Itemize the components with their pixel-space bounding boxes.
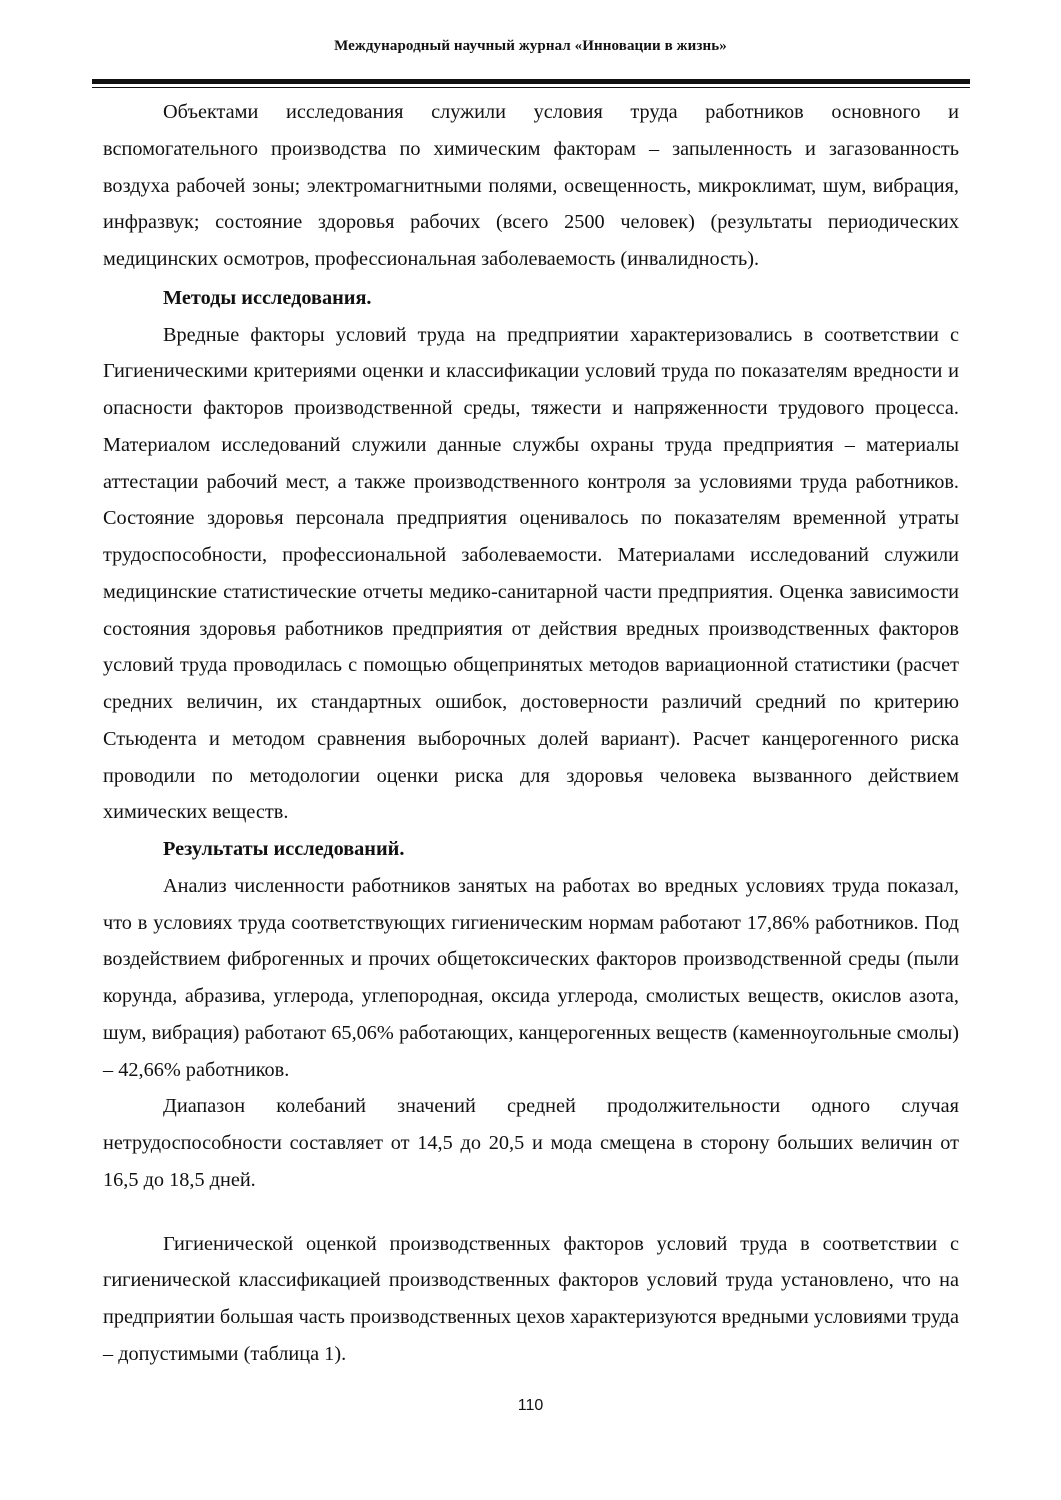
paragraph-results-workers: Анализ численности работников занятых на работах во вредных условиях труда показал, что в условиях труда соответствующих гигиеническим нормам работают 17,86% работников. Под воздействием фиброгенных и прочих общетоксических факторов производственной среды (пыли корунда, абразива, углерода, углепородная, оксида углерода, смолистых веществ, окислов азота, шум, вибрация) работают 65,06% работающих, канцерогенных веществ (каменноугольные смолы) – 42,66% работников. <box>103 874 959 1081</box>
paragraph-results-disability-range: Диапазон колебаний значений средней продолжительности одного случая нетрудоспособности составляет от 14,5 до 20,5 и мода смещена в сторону больших величин от 16,5 до 18,5 дней. <box>103 1095 959 1191</box>
paragraph-research-objects: Объектами исследования служили условия труда работников основного и вспомогательного производства по химическим факторам – запыленность и загазованность воздуха рабочей зоны; электромагнитными полями, освещенность, микроклимат, шум, вибрация, инфразвук; состояние здоровья рабочих (всего 2500 человек) (результаты периодических медицинских осмотров, профессиональная заболеваемость (инвалидность). <box>103 101 959 270</box>
section-heading-results: Результаты исследований. <box>163 838 405 860</box>
paragraph-methods: Вредные факторы условий труда на предприятии характеризовались в соответствии с Гигиеническими критериями оценки и классификации условий труда по показателям вредности и опасности факторов производственной среды, тяжести и напряженности трудового процесса. Материалом исследований служили данные службы охраны труда предприятия – материалы аттестации рабочий мест, а также производственного контроля за условиями труда работников. Состояние здоровья персонала предприятия оценивалось по показателям временной утраты трудоспособности, профессиональной заболеваемости. Материалами исследований служили медицинские статистические отчеты медико-санитарной части предприятия. Оценка зависимости состояния здоровья работников предприятия от действия вредных производственных факторов условий труда проводилась с помощью общепринятых методов вариационной статистики (расчет средних величин, их стандартных ошибок, достоверности различий средний по критерию Стьюдента и методом сравнения выборочных долей вариант). Расчет канцерогенного риска проводили по методологии оценки риска для здоровья человека вызванного действием химических веществ. <box>103 323 959 824</box>
journal-header: Международный научный журнал «Инновации в жизнь» <box>334 38 727 54</box>
section-heading-methods: Методы исследования. <box>163 286 372 309</box>
page-number: 110 <box>517 1397 544 1414</box>
paragraph-results-hygiene-assessment: Гигиенической оценкой производственных факторов условий труда в соответствии с гигиенической классификацией производственных факторов условий труда установлено, что на предприятии большая часть производственных цехов характеризуются вредными условиями труда – допустимыми (таблица 1). <box>103 1232 959 1365</box>
header-rule-thick <box>92 79 970 84</box>
article-body <box>103 94 959 1373</box>
header-rule-thin <box>92 87 970 88</box>
